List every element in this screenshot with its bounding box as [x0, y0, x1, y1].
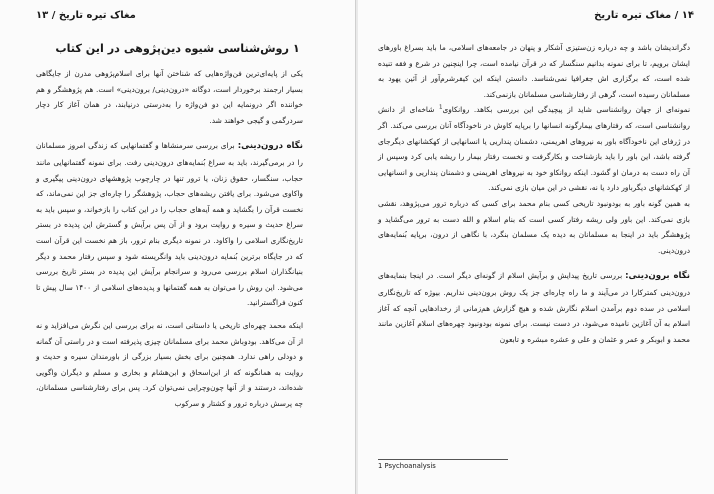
footnote-divider [378, 459, 508, 460]
historicity-paragraph: اینکه محمد چهره‌ای تاریخی یا داستانی است، نه برای بررسی این نگرش می‌افزاید و نه از آن می‌کاهد. بودوباش محمد برای مسلمانان چیزی پذیرفته است و در راستی آن گمانه و دودلی راهی ندارد. همچنین برای بخش بسیار بزرگی از باورمندان سیره و حدیث و روایت به همانگونه که از ابن‌اسحاق و ابن‌هشام و بخاری و مسلم و دیگران واگویی شده‌اند، درستند و از آنها چون‌وچرایی نمی‌توان کرد. پس برای رفتارشناسی مسلمانان، چه پرسش درباره ترور و کشتار و سرکوب [36, 320, 303, 408]
outsider-view-heading: نگاه برون‌دینی: [625, 271, 690, 282]
footnote-number: 1 [378, 462, 383, 470]
chapter-section-title: ۱ روش‌شناسی شیوه دین‌پژوهی در این کتاب [55, 42, 300, 55]
footnote [378, 462, 436, 470]
psychology-lead: نمونه‌ای از جهان روانشناسی شاید از پیچیدگی این بررسی بکاهد. روانکاوی [442, 105, 691, 115]
left-page-header: مغاک تیره تاریخ / ۱۳ [36, 10, 136, 21]
paragraph-spacer [36, 128, 303, 138]
insider-view-heading: نگاه درون‌دینی: [237, 141, 303, 152]
outsider-view-text: بررسی تاریخ پیدایش و برآیش اسلام از گونه‌ای دیگر است. در اینجا بنمایه‌های درون‌دینی کمترکارا در می‌آیند و ما راه چاره‌ای جز یک روش برون‌دینی نداریم. بیوژه که تاریخ‌نگاری اسلامی در سده دوم برآمدن اسلام نگارش شده و هیچ گزارش هم‌زمانی از رخدادهایی آنچه که آغاز اسلام به آن آغازین نامیده می‌شود، در دست نیست. برای نمونه بودونبود چهره‌های اسلام آغازین مانند محمد و ابوبکر و عمر و عثمان و علی و عشره مبشره و تابعون [378, 271, 690, 344]
paragraph-spacer [36, 311, 303, 318]
footnote-text: Psychoanalysis [384, 462, 436, 470]
right-page-header: ۱۴ / مغاک تیره تاریخ [594, 10, 694, 21]
right-page [358, 0, 714, 494]
footnote-marker[interactable]: 1 [438, 104, 443, 111]
left-page [0, 0, 356, 494]
psychology-text: شاخه‌ای از دانش روانشناسی است، که رفتارهای بیمارگونه انسانها را برپایه کاوش در ناخودآگاه آنان بررسی می‌کند. اگر در ژرفای این ناخودآگاه باور به نیروهای اهریمنی، دشمنان پنداریی یا انسانهایی از کهکشانهای دیگرجای گرفته باشد، این باور را باید بازشناخت و بکارگرفت و نخست رفتار بیمار را ریشه یابی کرد وسپس از آن راه دست به درمان او گشود. اینکه روانکاو خود به نیروهای اهریمنی و دشمنان پنداریی و انسانهایی از کهکشانهای دیگرباور دارد یا نه، نقشی در این میان بازی نمی‌کند. [378, 105, 690, 193]
left-page-body [36, 66, 303, 411]
psychology-paragraph [378, 102, 690, 196]
intro-paragraph: یکی از پایه‌ای‌ترین فن‌واژه‌هایی که شناختن آنها برای اسلام‌پژوهی مدرن از جایگاهی بسیار ارجمند برخوردار است، دوگانه «درون‌دینی/ برون‌دینی» است. هم پژوهشگر و هم خواننده اگر درونمایه این دو فن‌واژه را به‌درستی درنیابند، در همان آغاز کار دچار سردرگمی و گیجی خواهند شد. [36, 69, 303, 125]
right-page-body [378, 40, 690, 347]
outsider-view-paragraph [378, 268, 690, 347]
insider-view-text: برای بررسی سرمنشاها و گفتمانهایی که زندگی امروز مسلمانان را در برمی‌گیرند، باید به سراغ بُنمایه‌های درون‌دینی رفت. برای نمونه گفتمانهایی مانند حجاب، سنگسار، حقوق زنان، یا ترور تنها در چارچوب پژوهشهای درون‌دینی پیگیری و واکاوی می‌شود. برای یافتن ریشه‌های حجاب، پژوهشگر را چاره‌ای جز این نمی‌ماند، که نخست قرآن را بگشاید و همه آیه‌های حجاب را در این کتاب را بازخواند، و سپس باید به سراغ حدیث و سیره و روایت برود و از آن پس برآیش و گسترش این پدیده در بستر تاریخ‌نگاری اسلامی را واکاود. در نمونه دیگری بنام ترور، باز هم نخست این قرآن است که در جایگاه برترین بُنمایه درون‌دینی باید وانگریسته شود و سپس رفتار محمد و دیگر بنیانگذاران اسلام بررسی می‌رود و سرانجام برآیش این پدیده در بستر تاریخ بررسی می‌شود. این روش را می‌توان به همه گفتمانها و پدیده‌های اسلامی از ۱۴۰۰ سال پیش تا کنون فراگسترانید. [36, 141, 303, 308]
insider-view-paragraph [36, 138, 303, 311]
continued-paragraph: دگراندیشان باشد و چه درباره زن‌ستیزی آشکار و پنهان در جامعه‌های اسلامی، ما باید بسراغ باورهای ایشان برویم، تا برای نمونه بدانیم سنگسار که در قرآن نیامده است، چرا اینچنین در شرع و فقه تنیده شده است، که برگزاری اش جغرافیا نمی‌شناسد. دانستن اینکه این کیفرشرم‌آور از آئین یهود به مسلمانان رسیده است، گرهی از رفتارشناسی مسلمانان بازنمی‌کند. [378, 43, 690, 99]
paragraph-spacer [378, 258, 690, 268]
belief-paragraph: به همین گونه باور به بودونبود تاریخی کسی بنام محمد برای کسی که درباره ترور می‌پژوهد، نقشی بازی نمی‌کند. این باور ولی ریشه رفتار کسی است که بنام اسلام و الله دست به ترور می‌گشاید و پژوهشگر باید در اینجا به مسلمانان به دیده یک مسلمان بنگرد، با نگاهی از درون، برپایه بُنمایه‌های درون‌دینی. [378, 198, 690, 255]
